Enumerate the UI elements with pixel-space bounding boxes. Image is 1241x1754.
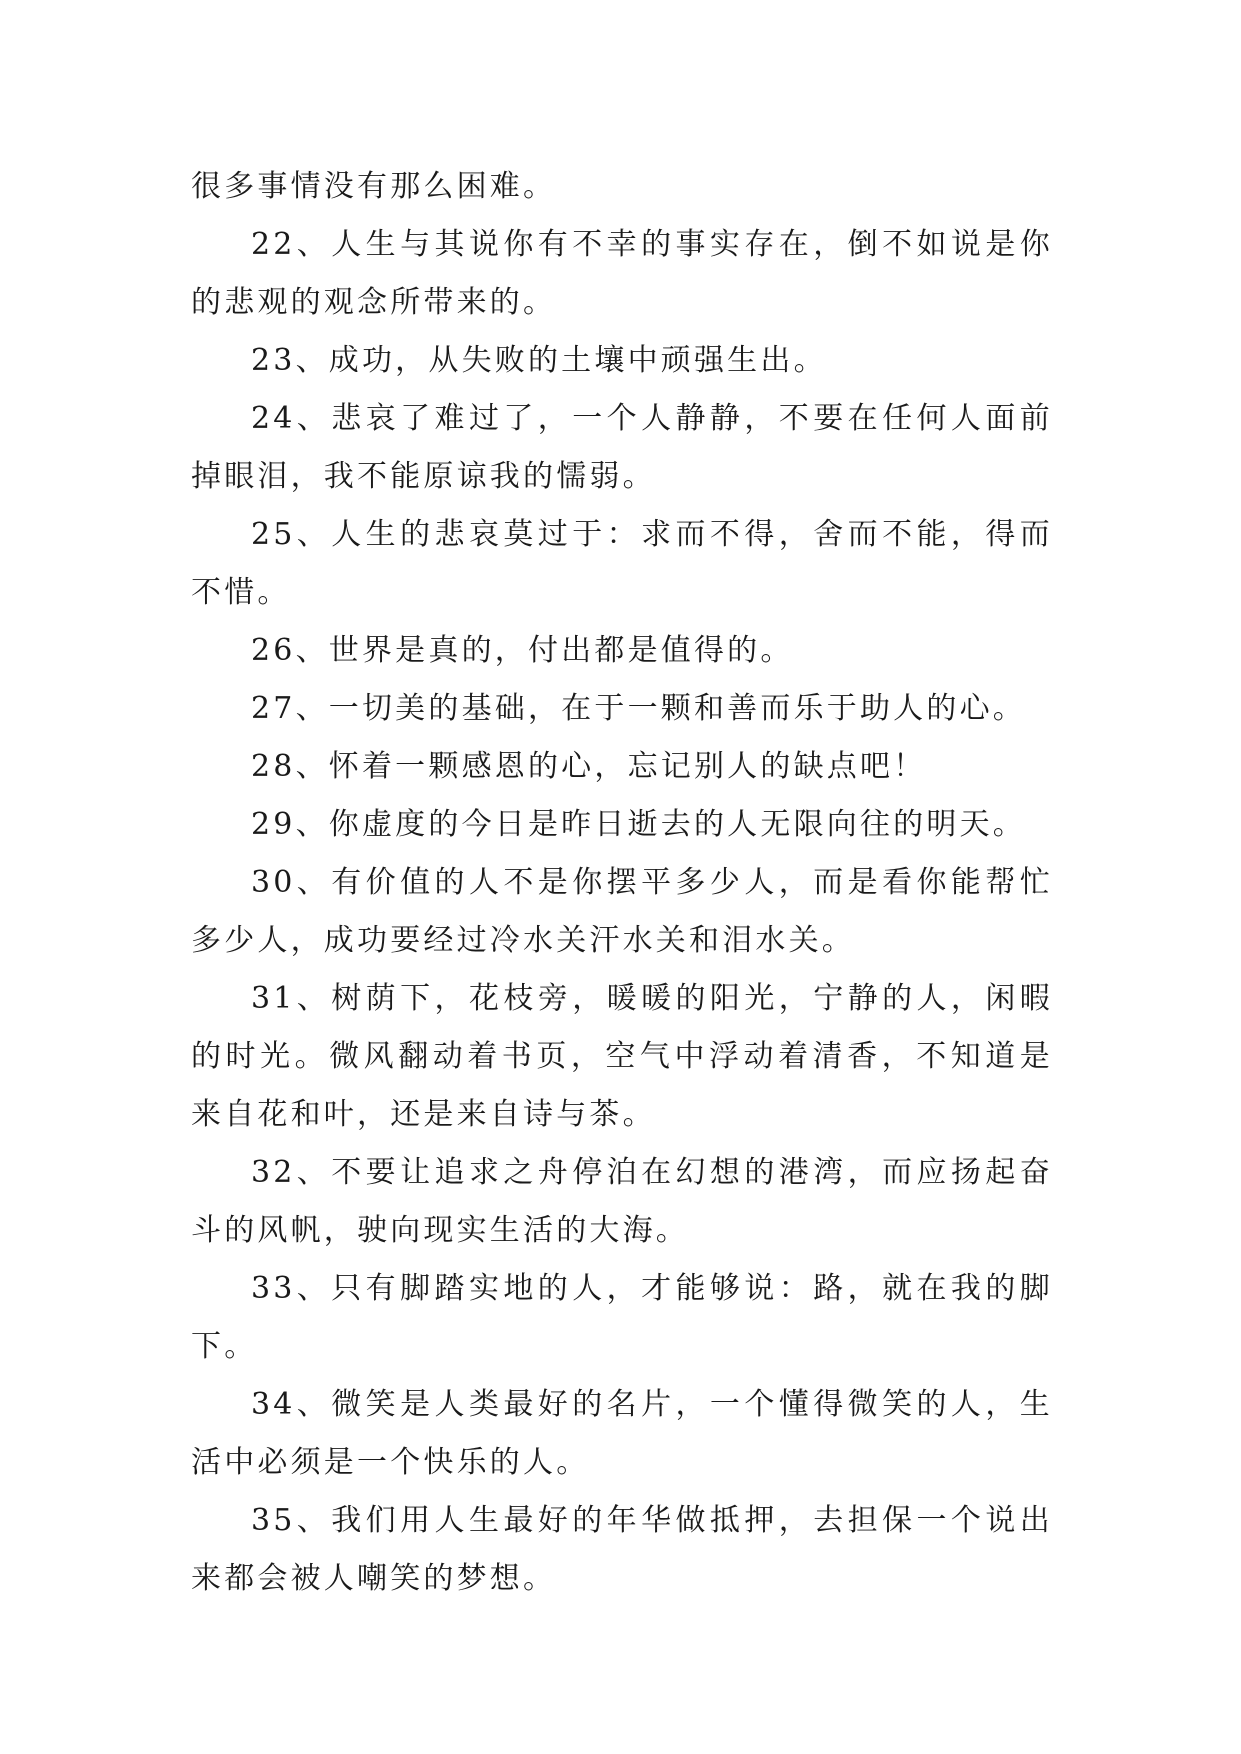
quote-30: 30、有价值的人不是你摆平多少人，而是看你能帮忙多少人，成功要经过冷水关汗水关和泪水关。 [191,865,1053,958]
quote-25: 25、人生的悲哀莫过于：求而不得，舍而不能，得而不惜。 [191,517,1053,610]
quote-33: 33、只有脚踏实地的人，才能够说：路，就在我的脚下。 [191,1271,1053,1364]
paragraph-continuation: 很多事情没有那么困难。 [191,169,557,204]
quote-23: 23、成功，从失败的土壤中顽强生出。 [251,343,827,378]
document-body [191,158,1053,1608]
quote-31: 31、树荫下，花枝旁，暖暖的阳光，宁静的人，闲暇的时光。微风翻动着书页，空气中浮动着清香，不知道是来自花和叶，还是来自诗与茶。 [191,981,1053,1132]
quote-27: 27、一切美的基础，在于一颗和善而乐于助人的心。 [251,691,1026,726]
quote-24: 24、悲哀了难过了，一个人静静，不要在任何人面前掉眼泪，我不能原谅我的懦弱。 [191,401,1053,494]
quote-26: 26、世界是真的，付出都是值得的。 [251,633,794,668]
quote-22: 22、人生与其说你有不幸的事实存在，倒不如说是你的悲观的观念所带来的。 [191,227,1053,320]
quote-28: 28、怀着一颗感恩的心，忘记别人的缺点吧！ [251,749,927,784]
quote-32: 32、不要让追求之舟停泊在幻想的港湾，而应扬起奋斗的风帆，驶向现实生活的大海。 [191,1155,1053,1248]
quote-35: 35、我们用人生最好的年华做抵押，去担保一个说出来都会被人嘲笑的梦想。 [191,1503,1053,1596]
quote-34: 34、微笑是人类最好的名片，一个懂得微笑的人，生活中必须是一个快乐的人。 [191,1387,1053,1480]
quote-29: 29、你虚度的今日是昨日逝去的人无限向往的明天。 [251,807,1026,842]
